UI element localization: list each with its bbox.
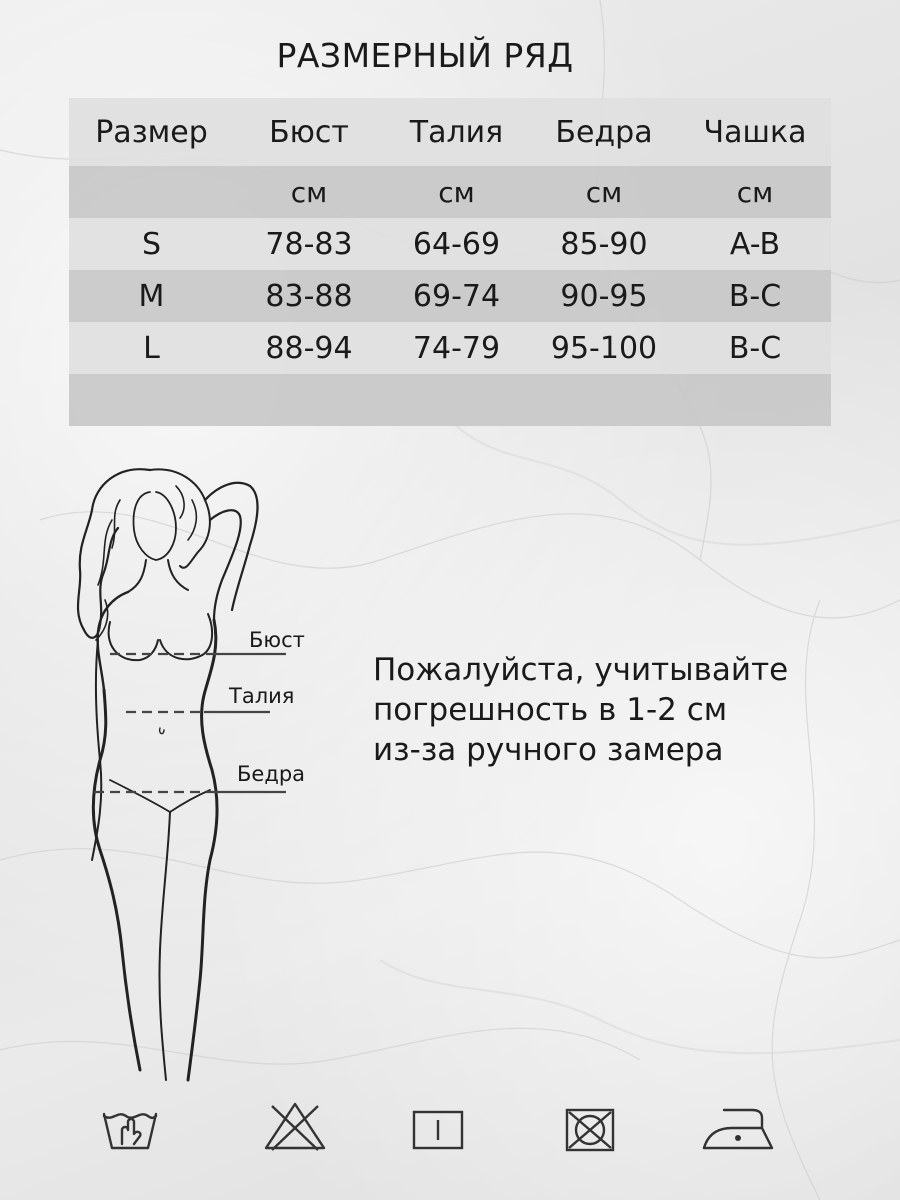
header-bust: Бюст: [269, 114, 349, 150]
torso-outline: [188, 620, 217, 1080]
waist-cell: 64-69: [412, 226, 501, 262]
neck-outline: [128, 560, 188, 592]
unit-cell: см: [585, 175, 623, 209]
inner-leg-outline: [159, 812, 170, 1080]
navel: [160, 728, 164, 734]
body-silhouette-illustration: [60, 455, 360, 1095]
hand-wash-icon: [100, 1100, 160, 1160]
hips-cell: 90-95: [560, 278, 648, 314]
bust-label: Бюст: [249, 628, 305, 652]
torso-outline: [93, 690, 140, 1070]
bust-cell: 83-88: [265, 278, 353, 314]
cup-cell: B-C: [728, 278, 782, 314]
hair-outline: [96, 500, 120, 640]
hips-cell: 85-90: [560, 226, 648, 262]
do-not-tumble-dry-icon: [565, 1108, 615, 1152]
table-row: [69, 218, 831, 270]
table-empty-row: [69, 374, 831, 426]
measurement-note: [373, 650, 853, 770]
bikini-line: [110, 780, 210, 812]
cup-cell: B-C: [728, 330, 782, 366]
do-not-bleach-icon: [262, 1100, 328, 1154]
cup-cell: A-B: [729, 226, 781, 262]
unit-cell: см: [438, 175, 475, 209]
note-line-1: Пожалуйста, учитывайте: [373, 652, 789, 688]
table-row: [69, 322, 831, 374]
header-waist: Талия: [409, 114, 504, 150]
note-line-3: из-за ручного замера: [373, 732, 724, 768]
unit-cell: см: [736, 175, 774, 209]
header-hips: Бедра: [555, 114, 653, 150]
table-units-row: [69, 166, 831, 218]
size-cell: M: [138, 278, 165, 314]
face-outline: [134, 492, 176, 560]
unit-cell: [69, 166, 234, 218]
size-cell: S: [141, 226, 162, 262]
waist-cell: 69-74: [412, 278, 501, 314]
unit-cell: см: [290, 175, 328, 209]
raised-arm-outline: [210, 510, 241, 620]
header-cup: Чашка: [703, 114, 807, 150]
page-title: РАЗМЕРНЫЙ РЯД: [276, 36, 574, 75]
waist-label: Талия: [229, 684, 295, 708]
bust-cell: 88-94: [265, 330, 353, 366]
shoulder-outline: [98, 592, 128, 690]
hair-outline: [78, 469, 150, 638]
size-cell: L: [143, 330, 160, 366]
bust-cell: 78-83: [265, 226, 353, 262]
bust-outline: [160, 614, 212, 659]
raised-arm-outline: [205, 483, 258, 610]
note-line-2: погрешность в 1-2 см: [373, 692, 728, 728]
iron-low-icon: [700, 1104, 776, 1152]
hips-cell: 95-100: [550, 330, 658, 366]
table-row: [69, 270, 831, 322]
hips-label: Бедра: [237, 762, 306, 786]
header-size: Размер: [95, 114, 208, 150]
size-table: [69, 98, 831, 426]
table-header-row: [69, 98, 831, 166]
hair-outline: [176, 486, 196, 540]
waist-cell: 74-79: [412, 330, 501, 366]
tumble-dry-icon: [412, 1110, 464, 1150]
